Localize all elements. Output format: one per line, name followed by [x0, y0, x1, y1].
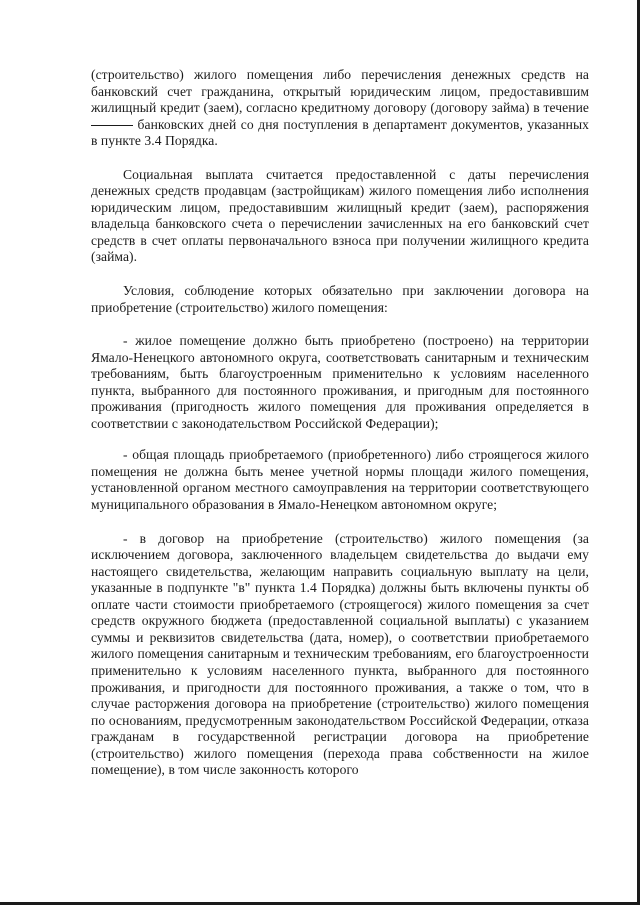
- condition-item-contract: - в договор на приобретение (строительство) жилого помещения (за исключением договора, заключенного владельцем свидетельства до выдачи ему настоящего свидетельства, желающим направить социальную выплату на цели, указанные в подпункте "в" пункта 1.4 Порядка) должны быть включены пункты об оплате части стоимости приобретаемого (строящегося) жилого помещения за счет средств окружного бюджета (предоставленной социальной выплаты) с указанием суммы и реквизитов свидетельства (дата, номер), о соответствии приобретаемого жилого помещения санитарным и техническим требованиям, его благоустроенности применительно к условиям населенного пункта, выбранного для постоянного проживания, и пригодности для постоянного проживания, а также о том, что в случае расторжения договора на приобретение (строительство) жилого помещения по основаниям, предусмотренным законодательством Российской Федерации, отказа гражданам в государственной регистрации договора на приобретение (строительство) жилого помещения (перехода права собственности на жилое помещение), в том числе законность которого: [91, 530, 589, 778]
- paragraph-payment-date: Социальная выплата считается предоставленной с даты перечисления денежных средств продавцам (застройщикам) жилого помещения либо исполнения юридическим лицом, предоставившим жилищный кредит (заем), распоряжения владельца банковского счета о перечислении зачисленных на его банковский счет средств в счет оплаты первоначального взноса при получении жилищного кредита (займа).: [91, 166, 589, 265]
- days-blank-line: [91, 124, 133, 126]
- condition-item-area: - общая площадь приобретаемого (приобретенного) либо строящегося жилого помещения не должна быть менее учетной нормы площади жилого помещения, установленной органом местного самоуправления на территории соответствующего муниципального образования в Ямало-Ненецком автономном округе;: [91, 447, 589, 513]
- paragraph-payment-transfer: [91, 67, 589, 150]
- condition-item-territory: - жилое помещение должно быть приобретено (построено) на территории Ямало-Ненецкого автономного округа, соответствовать санитарным и техническим требованиям, быть благоустроенным применительно к условиям населенного пункта, выбранного для постоянного проживания, и пригодным для постоянного проживания (пригодность жилого помещения для проживания определяется в соответствии с законодательством Российской Федерации);: [91, 333, 589, 431]
- paragraph-payment-transfer-end: банковских дней со дня поступления в департамент документов, указанных в пункте 3.4 Порядка.: [91, 116, 589, 149]
- document-body: [91, 67, 589, 779]
- paragraph-conditions-intro: Условия, соблюдение которых обязательно при заключении договора на приобретение (строительство) жилого помещения:: [91, 283, 589, 315]
- paragraph-payment-transfer-start: (строительство) жилого помещения либо перечисления денежных средств на банковский счет гражданина, открытый юридическим лицом, предоставившим жилищный кредит (заем), согласно кредитному договору (договору займа) в течение: [91, 67, 589, 116]
